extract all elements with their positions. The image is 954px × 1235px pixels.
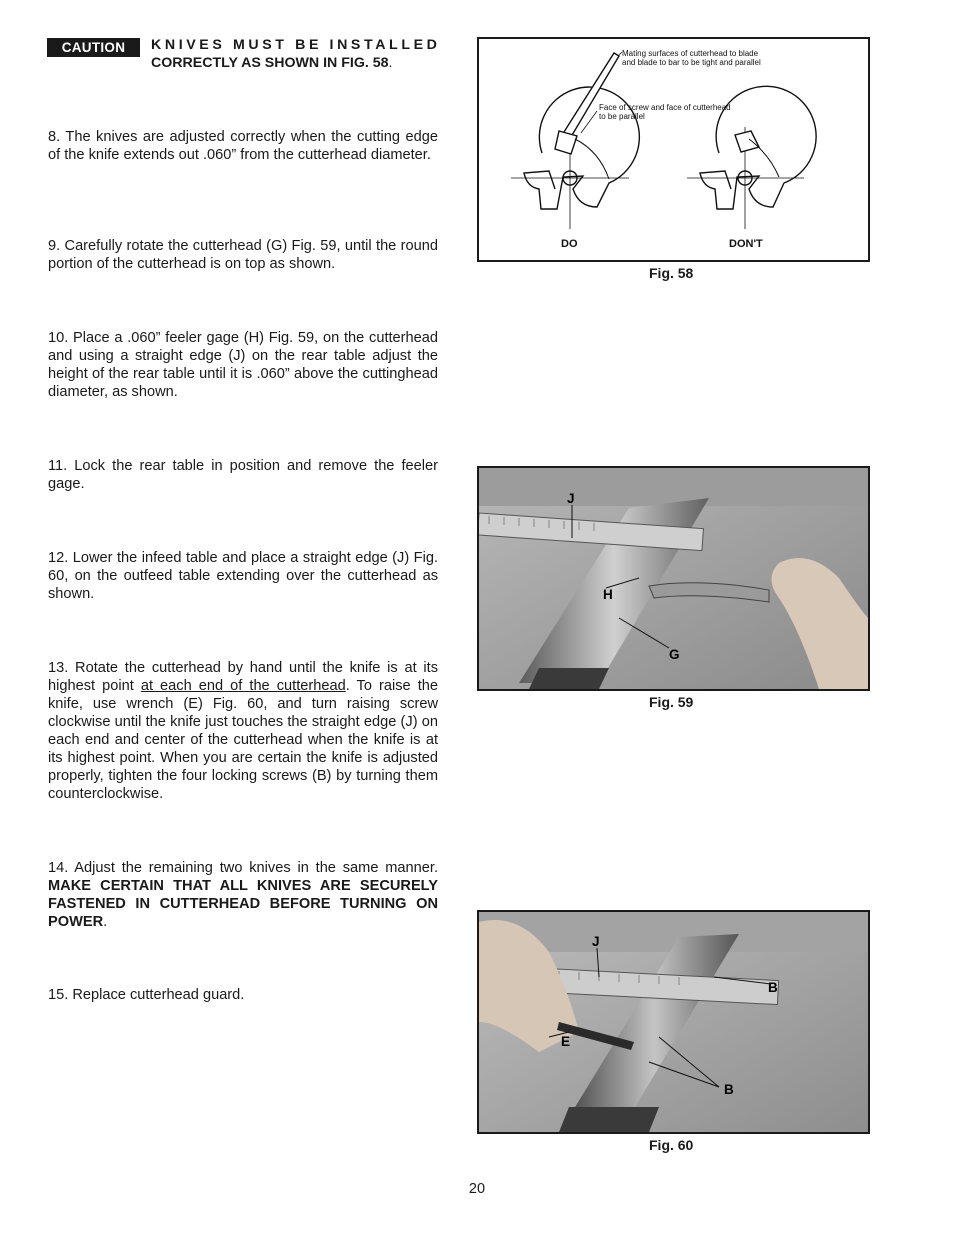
fig-58-note-1b: and blade to bar to be tight and parallel [622,58,761,67]
fig-58-drawing [479,39,868,260]
step-14-warning: MAKE CERTAIN THAT ALL KNIVES ARE SECURELY FASTENED IN CUTTERHEAD BEFORE TURNING ON POWER [48,878,438,930]
step-11: 11. Lock the rear table in position and remove the feeler gage. [48,458,438,492]
fig-58-note-1a: Mating surfaces of cutterhead to blade [622,49,759,58]
fig-58-do-label: DO [561,238,578,250]
dont-knife-clamp [735,131,759,152]
caution-line2: CORRECTLY AS SHOWN IN FIG. 58 [151,55,389,71]
fig-58-caption: Fig. 58 [649,265,694,281]
caution-badge: CAUTION [47,38,140,57]
step-13-underlined: at each end of the cutterhead [140,678,346,694]
fig-58-note-2a: Face of screw and face of cutterhead [599,103,731,112]
caution-text [151,36,451,72]
do-knife-clamp [555,131,577,154]
fig-59-frame [477,466,870,691]
fig-60-label-e: E [561,1034,571,1049]
step-13-part-a: 13. Rotate the cutterhead by hand until the knife is at its highest point [48,660,438,694]
step-12: 12. Lower the infeed table and place a straight edge (J) Fig. 60, on the outfeed table extending over the cutterhead as shown. [48,550,438,602]
step-14-part-a: 14. Adjust the remaining two knives in the same manner. [48,860,438,876]
fig-58-dont-label: DON'T [729,238,763,250]
step-8: 8. The knives are adjusted correctly when the cutting edge of the knife extends out .060” from the cutterhead diameter. [48,129,438,163]
step-14-end: . [103,914,108,930]
step-15: 15. Replace cutterhead guard. [48,987,245,1003]
caution-line2-end: . [388,55,393,71]
caution-line1: KNIVES MUST BE INSTALLED [151,37,441,53]
fig-60-label-j: J [592,934,600,949]
fig-59-label-h: H [603,587,613,602]
fig-59-label-j: J [567,491,575,506]
fig-60-photo [479,912,868,1132]
page-number: 20 [468,1181,486,1197]
fig-58-note-2b: to be parallel [599,112,645,121]
fig-59-photo [479,468,868,689]
fig-59-caption: Fig. 59 [649,694,694,710]
fig-58-frame [477,37,870,262]
fig-60-label-b-bottom: B [724,1082,734,1097]
fig-60-caption: Fig. 60 [649,1137,694,1153]
step-14 [48,859,438,931]
fig-60-frame [477,910,870,1134]
step-13 [48,659,438,803]
step-10: 10. Place a .060” feeler gage (H) Fig. 59, on the cutterhead and using a straight edge (J) on the rear table adjust the height of the rear table until it is .060” above the cuttinghead diameter, as shown. [48,330,438,400]
fig-60-label-b-top: B [768,980,778,995]
step-9: 9. Carefully rotate the cutterhead (G) Fig. 59, until the round portion of the cutterhead is on top as shown. [48,238,438,272]
fig-59-label-g: G [669,647,680,662]
step-13-part-b: . To raise the knife, use wrench (E) Fig. 60, and turn raising screw clockwise until the knife just touches the straight edge (J) on each end and center of the cutterhead when the knife is at its highest point. When you are certain the knife is adjusted properly, tighten the four locking screws (B) by turning them counterclockwise. [48,678,438,802]
